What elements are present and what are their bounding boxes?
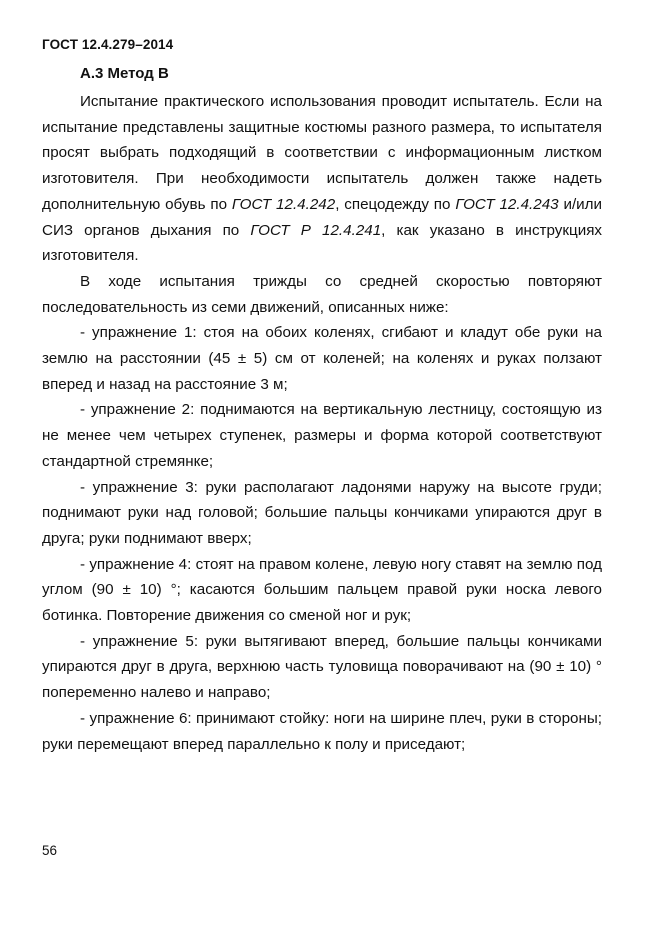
gost-reference-link: ГОСТ 12.4.243	[455, 195, 559, 213]
exercise-1: - упражнение 1: стоя на обоих коленях, сгибают и кладут обе руки на землю на расстоянии (45 ± 5) см от коленей; на коленях и руках ползают вперед и назад на расстояние 3 м;	[42, 324, 602, 393]
exercise-6: - упражнение 6: принимают стойку: ноги на ширине плеч, руки в стороны; руки перемещают вперед параллельно к полу и приседают;	[42, 709, 602, 753]
paragraph-sequence: В ходе испытания трижды со средней скоростью повторяют последовательность из семи движений, описанных ниже:	[42, 272, 602, 316]
gost-reference-link: ГОСТ Р 12.4.241	[250, 221, 382, 239]
page-number: 56	[42, 843, 58, 858]
exercise-2: - упражнение 2: поднимаются на вертикальную лестницу, состоящую из не менее чем четырех ступенек, размеры и форма которой соответствуют стандартной стремянке;	[42, 401, 602, 470]
body-text	[42, 89, 602, 757]
paragraph-intro-text-d: , как указано в инструкциях изготовителя.	[42, 221, 603, 265]
gost-reference-link: ГОСТ 12.4.242	[231, 195, 336, 213]
section-title: А.3 Метод В	[80, 65, 169, 82]
paragraph-intro-text-c: и/или СИЗ органов дыхания по	[42, 195, 602, 239]
standard-header: ГОСТ 12.4.279–2014	[42, 37, 174, 52]
paragraph-intro	[42, 89, 602, 269]
paragraph-intro-text-b: , спецодежду по	[335, 195, 456, 213]
exercise-5: - упражнение 5: руки вытягивают вперед, большие пальцы кончиками упираются друг в друга, верхнюю часть туловища поворачивают на (90 ± 10) ° попеременно налево и направо;	[42, 632, 602, 702]
exercise-3: - упражнение 3: руки располагают ладонями наружу на высоте груди; поднимают руки над головой; большие пальцы кончиками упираются друг в друга; руки поднимают вверх;	[42, 478, 602, 547]
paragraph-intro-text-a: Испытание практического использования проводит испытатель. Если на испытание представлены защитные костюмы разного размера, то испытателя просят выбрать подходящий в соответствии с информационным листком изготовителя. При необходимости испытатель должен также надеть дополнительную обувь по	[42, 93, 602, 213]
exercise-4: - упражнение 4: стоят на правом колене, левую ногу ставят на землю под углом (90 ± 10) °; касаются большим пальцем правой руки носка левого ботинка. Повторение движения со сменой ног и рук;	[42, 555, 602, 625]
